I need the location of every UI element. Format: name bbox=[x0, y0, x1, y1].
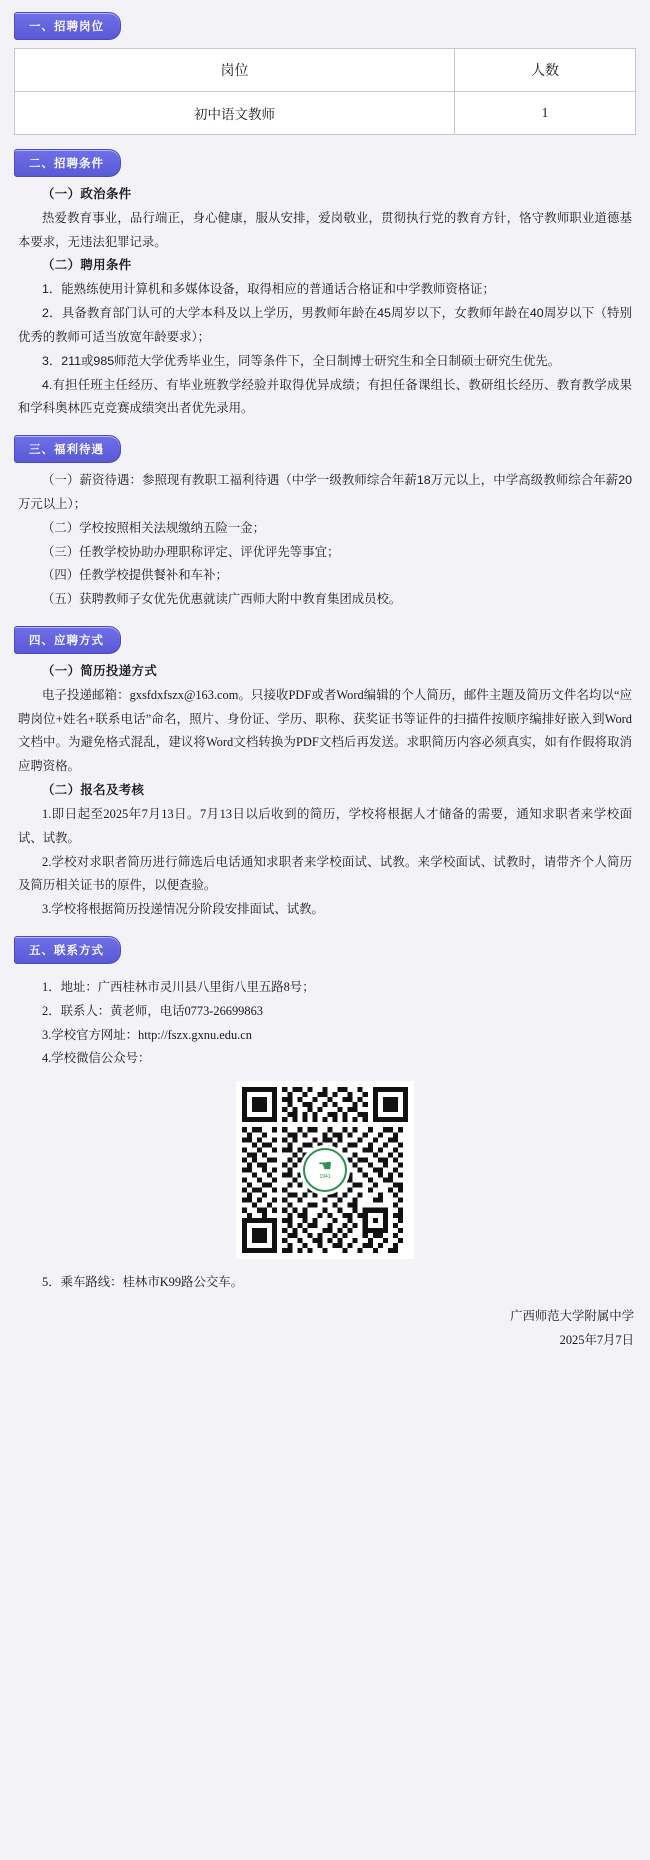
section-title-conditions: 二、招聘条件 bbox=[14, 149, 121, 177]
school-logo-icon bbox=[302, 1147, 348, 1193]
section-benefits bbox=[0, 435, 650, 612]
apply-item-1: 1.即日起至2025年7月13日。7月13日以后收到的简历，学校将根据人才储备的需要，通知求职者来学校面试、试教。 bbox=[18, 806, 632, 845]
contact-website[interactable]: 3.学校官方网址：http://fszx.gxnu.edu.cn bbox=[42, 1027, 252, 1042]
table-cell-count: 1 bbox=[455, 92, 636, 135]
table-header-count: 人数 bbox=[455, 49, 636, 92]
table-cell-post: 初中语文教师 bbox=[15, 92, 455, 135]
section-apply bbox=[0, 626, 650, 922]
logo-emblem: ☚ bbox=[317, 1158, 333, 1176]
benefits-item-5: （五）获聘教师子女优先优惠就读广西师大附中教育集团成员校。 bbox=[42, 592, 402, 607]
section-header-jobs bbox=[14, 12, 121, 40]
jobs-table bbox=[14, 48, 636, 135]
logo-year: 1941 bbox=[319, 1174, 331, 1181]
table-row bbox=[15, 92, 636, 135]
footer-date: 2025年7月7日 bbox=[559, 1332, 634, 1347]
footer-organization: 广西师范大学附属中学 bbox=[510, 1309, 634, 1323]
conditions-item-4: 4.有担任班主任经历、有毕业班教学经验并取得优异成绩；有担任备课组长、教研组长经历、教育教学成果和学科奥林匹克竞赛成绩突出者优先录用。 bbox=[18, 377, 632, 416]
conditions-item-2: 2．具备教育部门认可的大学本科及以上学历，男教师年龄在45周岁以下，女教师年龄在40周岁以下（特别优秀的教师可适当放宽年龄要求）； bbox=[18, 306, 632, 344]
conditions-subtitle-political: （一）政治条件 bbox=[42, 187, 132, 201]
section-title-contact: 五、联系方式 bbox=[14, 936, 121, 964]
apply-item-2: 2.学校对求职者简历进行筛选后电话通知求职者来学校面试、试教。来学校面试、试教时，请带齐个人简历及简历相关证书的原件，以便查验。 bbox=[18, 854, 632, 893]
contact-bus-route: 5．乘车路线：桂林市K99路公交车。 bbox=[42, 1275, 244, 1290]
section-title-benefits: 三、福利待遇 bbox=[14, 435, 121, 463]
apply-body bbox=[0, 654, 650, 922]
section-jobs bbox=[0, 12, 650, 135]
benefits-body bbox=[0, 463, 650, 612]
section-header-benefits bbox=[14, 435, 121, 463]
benefits-item-3: （三）任教学校协助办理职称评定、评优评先等事宜； bbox=[42, 544, 340, 559]
section-header-conditions bbox=[14, 149, 121, 177]
conditions-paragraph-political: 热爱教育事业，品行端正，身心健康，服从安排，爱岗敬业，贯彻执行党的教育方针，恪守教师职业道德基本要求，无违法犯罪记录。 bbox=[18, 210, 632, 249]
section-title-apply: 四、应聘方式 bbox=[14, 626, 121, 654]
wechat-qr-icon bbox=[236, 1081, 414, 1259]
conditions-body bbox=[0, 177, 650, 421]
benefits-item-1: （一）薪资待遇：参照现有教职工福利待遇（中学一级教师综合年薪18万元以上，中学高级教师综合年薪20万元以上）； bbox=[18, 473, 632, 511]
contact-wechat-label: 4.学校微信公众号： bbox=[42, 1051, 151, 1066]
contact-body-2 bbox=[0, 1265, 650, 1295]
apply-item-3: 3.学校将根据简历投递情况分阶段安排面试、试教。 bbox=[42, 902, 324, 917]
contact-body bbox=[0, 964, 650, 1071]
section-conditions bbox=[0, 149, 650, 421]
contact-address: 1．地址：广西桂林市灵川县八里街八里五路8号； bbox=[42, 979, 315, 994]
apply-subtitle-resume: （一）简历投递方式 bbox=[42, 664, 158, 678]
conditions-item-3: 3．211或985师范大学优秀毕业生，同等条件下，全日制博士研究生和全日制硕士研究生优先。 bbox=[42, 353, 561, 368]
jobs-table-wrap bbox=[0, 40, 650, 135]
contact-person: 2．联系人：黄老师，电话0773-26699863 bbox=[42, 1003, 263, 1018]
conditions-subtitle-employment: （二）聘用条件 bbox=[42, 258, 132, 273]
apply-paragraph-resume: 电子投递邮箱：gxsfdxfszx@163.com。只接收PDF或者Word编辑的个人简历，邮件主题及简历文件名均以“应聘岗位+姓名+联系电话”命名，照片、身份证、学历、职称、获奖证书等证件的扫描件按顺序编排好嵌入到Word文档中。为避免格式混乱，建议将Word文档转换为PDF文档后再发送。求职简历内容必须真实，如有作假将取消应聘资格。 bbox=[18, 687, 632, 774]
qr-code-block bbox=[0, 1071, 650, 1265]
benefits-item-4: （四）任教学校提供餐补和车补； bbox=[42, 568, 228, 583]
benefits-item-2: （二）学校按照相关法规缴纳五险一金； bbox=[42, 520, 266, 535]
table-header-post: 岗位 bbox=[15, 49, 455, 92]
section-contact bbox=[0, 936, 650, 1295]
apply-subtitle-registration: （二）报名及考核 bbox=[42, 783, 145, 798]
section-header-contact bbox=[14, 936, 121, 964]
conditions-item-1: 1．能熟练使用计算机和多媒体设备，取得相应的普通话合格证和中学教师资格证； bbox=[42, 282, 495, 297]
section-title-jobs: 一、招聘岗位 bbox=[14, 12, 121, 40]
table-header-row bbox=[15, 49, 636, 92]
section-header-apply bbox=[14, 626, 121, 654]
document-footer bbox=[0, 1295, 650, 1352]
